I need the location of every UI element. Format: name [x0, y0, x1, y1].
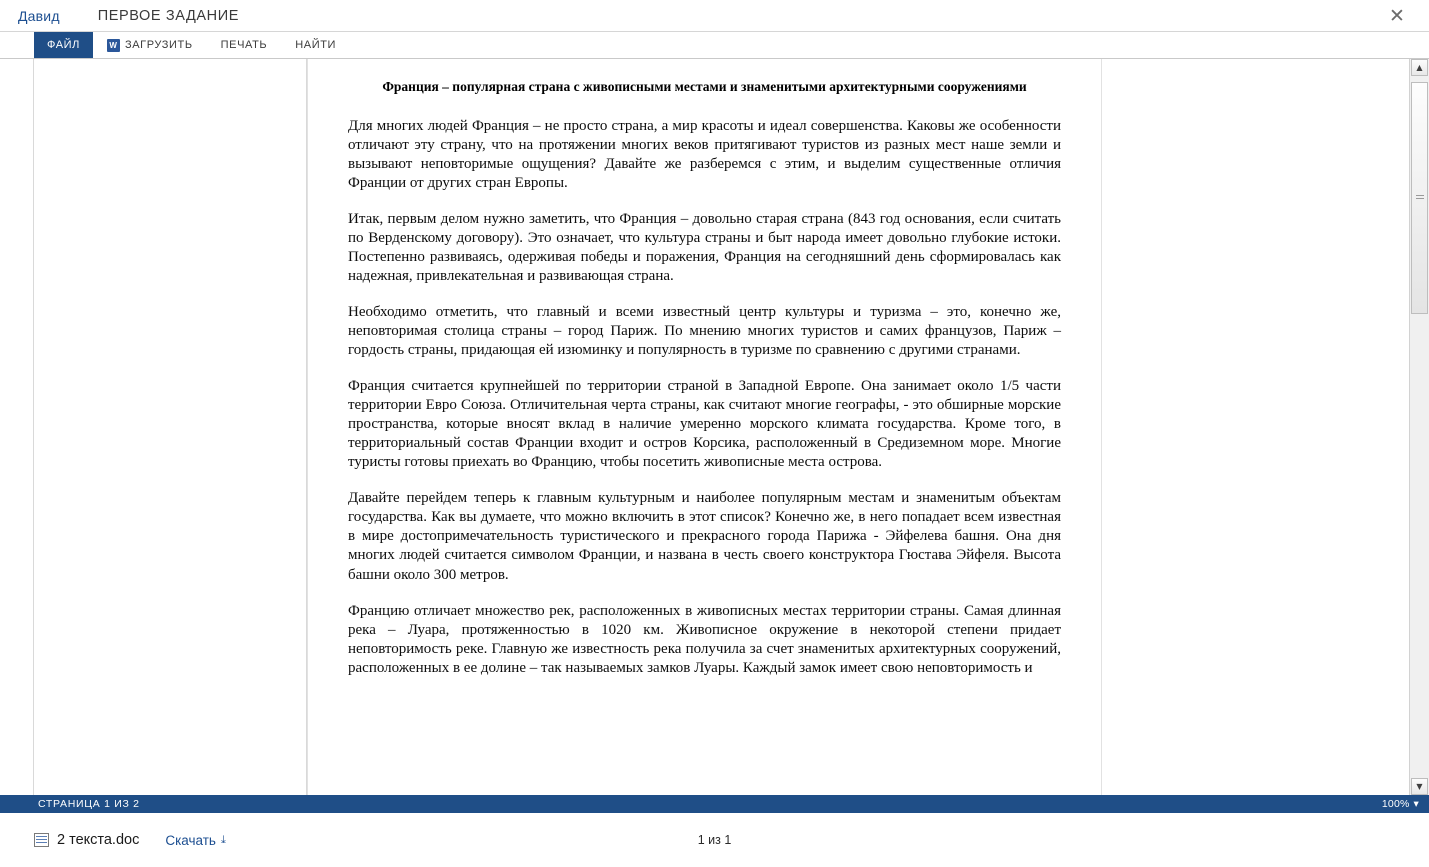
close-icon[interactable]: ✕ — [1389, 4, 1405, 27]
document-paragraph: Необходимо отметить, что главный и всеми известный центр культуры и туризма – это, конечно же, неповторимая столица страны – город Париж. По мнению многих туристов и самих французов, Париж – гордость страны, придающая ей изюминку и популярность в туризме по сравнению с другими странами. — [348, 303, 1061, 359]
left-rail — [0, 59, 34, 795]
word-icon: W — [107, 39, 120, 52]
document-heading: Франция – популярная страна с живописными местами и знаменитыми архитектурными сооружениями — [382, 79, 1027, 94]
download-button[interactable] — [165, 833, 226, 848]
download-icon: ⤓ — [220, 833, 226, 846]
document-file-icon — [34, 833, 49, 847]
scroll-track[interactable] — [1411, 76, 1428, 778]
workspace — [0, 59, 1429, 795]
file-name-label: 2 текста.doc — [57, 832, 140, 848]
zoom-control[interactable] — [1382, 798, 1419, 810]
zoom-level-label: 100% — [1381, 798, 1410, 810]
status-bar — [0, 795, 1429, 813]
toolbar — [0, 32, 1429, 59]
download-label: Скачать — [165, 832, 216, 848]
user-name-label: Давид — [18, 7, 60, 24]
vertical-scrollbar[interactable] — [1409, 59, 1429, 795]
thumbnail-pane[interactable] — [34, 59, 307, 795]
document-title: ПЕРВОЕ ЗАДАНИЕ — [97, 7, 240, 24]
page-area[interactable] — [307, 59, 1429, 795]
bottom-bar — [0, 813, 1429, 867]
title-bar — [0, 0, 1429, 31]
scroll-up-icon[interactable]: ▲ — [1411, 59, 1428, 76]
document-paragraph: Для многих людей Франция – не просто страна, а мир красоты и идеал совершенства. Каковы же особенности отличают эту страну, что на протяжении многих веков притягивают туристов из разных мест наше земли и вызывают неповторимые ощущения? Давайте же разберемся с этим, и выделим существенные отличия Франции от других стран Европы. — [348, 117, 1061, 191]
print-label: ПЕЧАТЬ — [220, 39, 268, 51]
scroll-grip-icon — [1416, 195, 1424, 201]
document-page — [307, 59, 1102, 795]
document-paragraph: Франция считается крупнейшей по территории страной в Западной Европе. Она занимает около 1/5 части территории Евро Союза. Отличительная черта страны, как считают многие географы, - это обширные морские пространства, которые вносят вклад в наличие умеренно морского климата государства. Кроме того, в территориальный состав Франции входит и остров Корсика, расположенный в Средиземном море. Многие туристы готовы приехать во Францию, чтобы посетить живописные места острова. — [348, 378, 1061, 471]
find-label: НАЙТИ — [295, 39, 337, 51]
scroll-thumb[interactable] — [1411, 82, 1428, 314]
document-paragraph: Итак, первым делом нужно заметить, что Франция – довольно старая страна (843 год основания, если считать по Верденскому договору). Это означает, что культура страны и быт народа имеет довольно глубокие истоки. Постепенно развиваясь, одерживая победы и поражения, Франция на сегодняшний день сформировалась как надежная, привлекательная и развивающая страна. — [348, 210, 1061, 284]
page-status-label: СТРАНИЦА 1 ИЗ 2 — [38, 798, 140, 810]
document-paragraph: Давайте перейдем теперь к главным культурным и наиболее популярным местам и знаменитым объектам государства. Как вы думаете, что можно включить в этот список? Конечно же, в него попадает всем известная в мире достопримечательность туристического и прекрасного города Парижа - Эйфелева башня. Она дня многих людей считается символом Франции, и названа в честь своего конструктора Гюстава Эйфеля. Высота башни около 300 метров. — [348, 490, 1061, 583]
scroll-down-icon[interactable]: ▼ — [1411, 778, 1428, 795]
upload-label: ЗАГРУЗИТЬ — [124, 39, 193, 51]
file-menu-button[interactable]: ФАЙЛ — [34, 32, 93, 58]
print-button[interactable] — [207, 32, 282, 58]
document-paragraph: Францию отличает множество рек, расположенных в живописных местах территории страны. Самая длинная река – Луара, протяженностью в 1020 км. Живописное окружение в некоторой степени придает неповторимость реке. Главную же известность река получила за счет знаменитых архитектурных сооружений, расположенных в ее долине – так называемых замков Луары. Каждый замок имеет свою неповторимость и — [348, 602, 1061, 676]
upload-button[interactable] — [93, 32, 207, 58]
chevron-down-icon: ▾ — [1413, 798, 1419, 810]
find-button[interactable] — [281, 32, 350, 58]
page-margin-area — [1102, 59, 1429, 795]
pager-label: 1 из 1 — [697, 833, 732, 847]
